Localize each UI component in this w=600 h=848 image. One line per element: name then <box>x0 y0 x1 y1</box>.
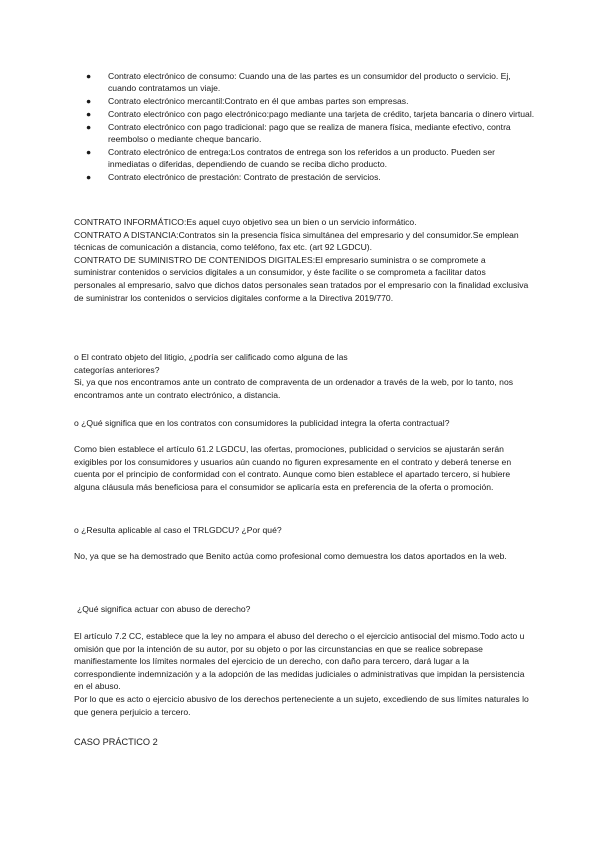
list-item <box>86 146 536 170</box>
list-item-text: Contrato electrónico de entrega:Los contratos de entrega son los referidos a un producto. Pueden ser inmediatas o diferidas, dependiendo de cuando se reciba dicho producto. <box>108 146 495 169</box>
definitions-section <box>74 216 530 304</box>
caso-practico-title: CASO PRÁCTICO 2 <box>74 737 158 747</box>
bullet-icon: ● <box>86 71 92 81</box>
list-item <box>86 108 536 120</box>
answer-2-section <box>74 443 530 493</box>
answer-3-section <box>74 550 530 563</box>
list-item <box>86 171 536 183</box>
answer-1: Si, ya que nos encontramos ante un contrato de compraventa de un ordenador a través de la web, por lo tanto, nos encontramos ante un contrato electrónico, a distancia. <box>74 377 514 400</box>
list-item-text: Contrato electrónico de consumo: Cuando una de las partes es un consumidor del producto o servicio. Ej, cuando contratamos un viaje. <box>108 71 511 94</box>
list-item <box>86 70 536 94</box>
answer-4-paragraph-2: Por lo que es acto o ejercicio abusivo de los derechos perteneciente a un sujeto, excediendo de sus límites naturales lo que genera perjuicio a tercero. <box>74 693 529 717</box>
list-item <box>86 121 536 145</box>
question-4-section <box>77 603 533 616</box>
contract-types-list <box>86 70 536 183</box>
caso-practico-heading <box>74 736 530 749</box>
question-2: o ¿Qué significa que en los contratos con consumidores la publicidad integra la oferta contractual? <box>74 418 450 428</box>
list-item <box>86 95 536 107</box>
bullet-icon: ● <box>86 121 92 132</box>
list-item-text: Contrato electrónico mercantil:Contrato en él que ambas partes son empresas. <box>108 96 409 106</box>
question-1-line-2: categorías anteriores? <box>74 364 160 375</box>
definition-informatico: CONTRATO INFORMÁTICO:Es aquel cuyo objetivo sea un bien o un servicio informático. <box>74 217 417 227</box>
definition-distancia: CONTRATO A DISTANCIA:Contratos sin la presencia física simultánea del empresario y del consumidor.Se emplean técnicas de comunicación a distancia, como teléfono, fax etc. (art 92 LGDCU). <box>74 229 519 253</box>
question-1-line-1: o El contrato objeto del litigio, ¿podría ser calificado como alguna de las <box>74 352 348 362</box>
answer-4-paragraph-1: El artículo 7.2 CC, establece que la ley no ampara el abuso del derecho o el ejercicio antisocial del mismo.Todo acto u omisión que por la intención de su autor, por su objeto o por las circunstancias en que se realice sobrepase manifiestamente los límites normales del ejercicio de un derecho, con daño para tercero, dará lugar a la correspondiente indemnización y a la adopción de las medidas judiciales o administrativas que impidan la persistencia en el abuso. <box>74 631 525 692</box>
bullet-icon: ● <box>86 108 92 119</box>
definition-suministro: CONTRATO DE SUMINISTRO DE CONTENIDOS DIGITALES:El empresario suministra o se compromete a suministrar contenidos o servicios digitales a un consumidor, y éste facilite o se comprometa a facilitar datos personales al empresario, salvo que dichos datos personales sean tratados por el empresario con la finalidad exclusiva de suministrar los contenidos o servicios digitales conforme a la Directiva 2019/770. <box>74 254 529 303</box>
answer-4-section <box>74 630 530 718</box>
bullet-icon: ● <box>86 146 92 157</box>
answer-2: Como bien establece el artículo 61.2 LGDCU, las ofertas, promociones, publicidad o servicios se ajustarán serán exigibles por los consumidores y usuarios aún cuando no figuren expresamente en el contrato y deberá tenerse en cuenta por el principio de conformidad con el contrato. Aunque como bien establece el apartado tercero, si hubiere alguna cláusula más beneficiosa para el consumidor se aplicaría esta en preferencia de la oferta o promoción. <box>74 444 512 492</box>
question-4: ¿Qué significa actuar con abuso de derecho? <box>77 604 251 614</box>
question-2-section <box>74 417 530 430</box>
question-1-section <box>74 351 530 401</box>
bullet-icon: ● <box>86 171 92 182</box>
list-item-text: Contrato electrónico con pago tradicional: pago que se realiza de manera física, mediante efectivo, contra reembolso o mediante cheque bancario. <box>108 121 511 144</box>
list-item-text: Contrato electrónico de prestación: Contrato de prestación de servicios. <box>108 171 381 182</box>
question-3-section <box>74 524 530 537</box>
question-3: o ¿Resulta aplicable al caso el TRLGDCU? ¿Por qué? <box>74 525 282 535</box>
answer-3: No, ya que se ha demostrado que Benito actúa como profesional como demuestra los datos aportados en la web. <box>74 551 507 561</box>
bullet-icon: ● <box>86 96 92 106</box>
list-item-text: Contrato electrónico con pago electrónico:pago mediante una tarjeta de crédito, tarjeta bancaria o dinero virtual. <box>108 108 535 119</box>
